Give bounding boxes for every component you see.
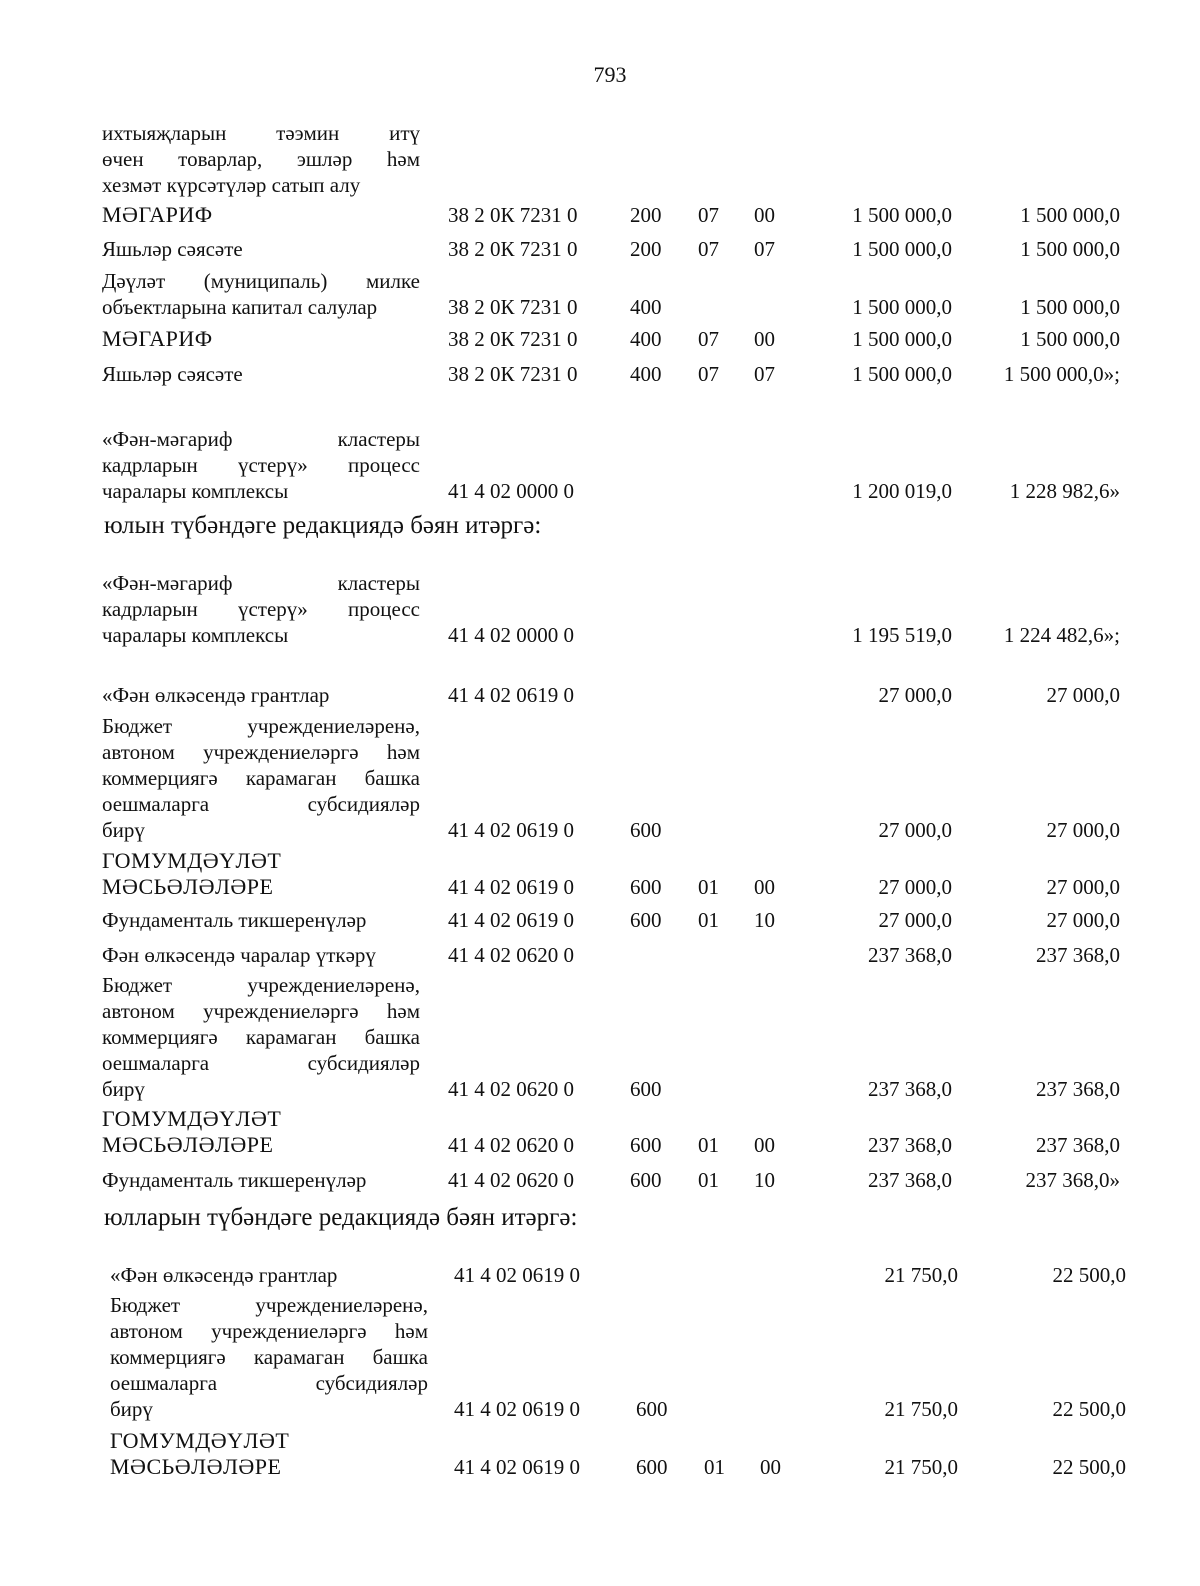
row-name-line: автоном учреждениеләргә һәм	[110, 1319, 428, 1343]
row-name-line: МӘГАРИФ	[102, 326, 213, 351]
table-row	[0, 907, 1200, 933]
row-code: 41 4 02 0620 0	[448, 1168, 574, 1192]
row-expense-type: 400	[630, 362, 662, 386]
row-name-line: объектларына капитал салулар	[102, 295, 378, 319]
row-sum-year1: 1 195 519,0	[852, 623, 952, 647]
row-name-line: кадрларын үстерү» процесс	[102, 597, 420, 621]
row-code: 41 4 02 0619 0	[448, 875, 574, 899]
table-row	[0, 326, 1200, 352]
row-name	[102, 426, 420, 504]
row-code: 41 4 02 0619 0	[454, 1455, 580, 1479]
row-name-line: Фундаменталь тикшеренүләр	[102, 1168, 367, 1192]
row-subsection: 10	[754, 908, 775, 932]
row-sum-year1: 1 500 000,0	[852, 203, 952, 227]
row-sum-year2: 27 000,0	[1046, 875, 1120, 899]
row-code: 41 4 02 0619 0	[448, 908, 574, 932]
row-sum-year2: 1 500 000,0»;	[1003, 362, 1120, 386]
row-section: 07	[698, 327, 719, 351]
row-name-line: ихтыяҗларын тәэмин итү	[102, 121, 420, 145]
row-code: 41 4 02 0619 0	[448, 818, 574, 842]
instruction-phrase: юлларын түбәндәге редакциядә бәян итәргә:	[104, 1204, 578, 1231]
row-sum-year1: 27 000,0	[878, 875, 952, 899]
row-name	[102, 120, 420, 198]
row-expense-type: 600	[636, 1455, 668, 1479]
row-sum-year2: 1 228 982,6»	[1009, 479, 1120, 503]
table-row	[0, 942, 1200, 968]
row-sum-year2: 1 224 482,6»;	[1003, 623, 1120, 647]
row-name	[102, 972, 420, 1102]
row-expense-type: 600	[630, 875, 662, 899]
row-sum-year1: 21 750,0	[884, 1263, 958, 1287]
row-sum-year1: 1 500 000,0	[852, 362, 952, 386]
row-expense-type: 600	[630, 908, 662, 932]
row-code: 41 4 02 0000 0	[448, 623, 574, 647]
row-name-line: хезмәт күрсәтүләр сатып алу	[102, 173, 361, 197]
row-name-line: Яшьләр сәясәте	[102, 237, 243, 261]
table-row	[0, 571, 1200, 648]
table-row	[0, 848, 1200, 900]
row-name-line: өчен товарлар, эшләр һәм	[102, 147, 420, 171]
page-number: 793	[593, 62, 627, 87]
row-name-line: Фән өлкәсендә чаралар үткәрү	[102, 943, 376, 967]
row-sum-year2: 1 500 000,0	[1020, 203, 1120, 227]
row-code: 38 2 0К 7231 0	[448, 203, 578, 227]
row-code: 41 4 02 0620 0	[448, 1133, 574, 1157]
row-sum-year1: 237 368,0	[868, 943, 952, 967]
row-subsection: 00	[754, 1133, 775, 1157]
row-sum-year1: 1 200 019,0	[852, 479, 952, 503]
row-expense-type: 400	[630, 327, 662, 351]
table-row	[6, 1293, 1200, 1422]
row-sum-year1: 1 500 000,0	[852, 295, 952, 319]
table-row	[0, 973, 1200, 1102]
row-name-line: оешмаларга субсидияләр	[102, 792, 420, 816]
row-expense-type: 600	[630, 1077, 662, 1101]
row-sum-year1: 237 368,0	[868, 1133, 952, 1157]
row-expense-type: 400	[630, 295, 662, 319]
row-name-line: коммерциягә карамаган башка	[102, 1025, 420, 1049]
row-sum-year2: 237 368,0	[1036, 1077, 1120, 1101]
row-code: 38 2 0К 7231 0	[448, 327, 578, 351]
row-name	[102, 682, 420, 708]
row-sum-year2: 22 500,0	[1052, 1455, 1126, 1479]
row-name	[102, 1167, 420, 1193]
row-name-line: бирү	[102, 818, 145, 842]
row-name	[102, 361, 420, 387]
row-sum-year2: 27 000,0	[1046, 908, 1120, 932]
row-name	[110, 1262, 428, 1288]
row-code: 41 4 02 0620 0	[448, 1077, 574, 1101]
row-name	[110, 1428, 428, 1480]
row-name-line: МӘСЬӘЛӘЛӘРЕ	[102, 1132, 274, 1157]
row-sum-year2: 22 500,0	[1052, 1263, 1126, 1287]
row-sum-year2: 1 500 000,0	[1020, 237, 1120, 261]
row-section: 01	[698, 1133, 719, 1157]
row-sum-year2: 237 368,0	[1036, 943, 1120, 967]
row-sum-year1: 237 368,0	[868, 1077, 952, 1101]
row-section: 01	[698, 875, 719, 899]
row-name-line: бирү	[110, 1397, 153, 1421]
row-name-line: автоном учреждениеләргә һәм	[102, 999, 420, 1023]
row-name	[102, 326, 420, 352]
row-expense-type: 200	[630, 237, 662, 261]
row-name-line: Бюджет учреждениеләренә,	[110, 1293, 428, 1317]
table-row	[0, 202, 1200, 228]
row-name-line: МӘСЬӘЛӘЛӘРЕ	[102, 874, 274, 899]
row-name-line: МӘГАРИФ	[102, 202, 213, 227]
row-sum-year2: 22 500,0	[1052, 1397, 1126, 1421]
row-code: 38 2 0К 7231 0	[448, 237, 578, 261]
row-expense-type: 600	[630, 1133, 662, 1157]
row-name-line: коммерциягә карамаган башка	[102, 766, 420, 790]
row-name	[102, 1106, 420, 1158]
row-name-line: оешмаларга субсидияләр	[102, 1051, 420, 1075]
row-name-line: бирү	[102, 1077, 145, 1101]
row-sum-year1: 1 500 000,0	[852, 237, 952, 261]
row-name-line: кадрларын үстерү» процесс	[102, 453, 420, 477]
table-row	[0, 236, 1200, 262]
row-name-line: автоном учреждениеләргә һәм	[102, 740, 420, 764]
table-row	[0, 682, 1200, 708]
row-sum-year2: 1 500 000,0	[1020, 327, 1120, 351]
row-name	[102, 907, 420, 933]
row-name-line: оешмаларга субсидияләр	[110, 1371, 428, 1395]
row-sum-year1: 21 750,0	[884, 1455, 958, 1479]
row-sum-year1: 237 368,0	[868, 1168, 952, 1192]
table-row	[0, 427, 1200, 504]
row-subsection: 00	[754, 327, 775, 351]
table-row	[0, 1167, 1200, 1193]
row-name-line: «Фән өлкәсендә грантлар	[110, 1263, 338, 1287]
row-expense-type: 600	[636, 1397, 668, 1421]
row-section: 01	[704, 1455, 725, 1479]
row-sum-year2: 27 000,0	[1046, 818, 1120, 842]
row-sum-year1: 27 000,0	[878, 908, 952, 932]
row-subsection: 10	[754, 1168, 775, 1192]
instruction-phrase: юлын түбәндәге редакциядә бәян итәргә:	[104, 512, 542, 539]
row-expense-type: 600	[630, 1168, 662, 1192]
row-subsection: 07	[754, 237, 775, 261]
row-expense-type: 200	[630, 203, 662, 227]
row-section: 07	[698, 362, 719, 386]
row-name-line: МӘСЬӘЛӘЛӘРЕ	[110, 1454, 282, 1479]
row-sum-year1: 27 000,0	[878, 683, 952, 707]
row-name-line: чаралары комплексы	[102, 479, 289, 503]
row-name-line: Бюджет учреждениеләренә,	[102, 714, 420, 738]
row-code: 41 4 02 0619 0	[454, 1397, 580, 1421]
row-subsection: 00	[760, 1455, 781, 1479]
row-code: 41 4 02 0619 0	[448, 683, 574, 707]
row-sum-year2: 1 500 000,0	[1020, 295, 1120, 319]
table-row	[0, 121, 1200, 198]
table-row	[6, 1428, 1200, 1480]
row-code: 38 2 0К 7231 0	[448, 295, 578, 319]
row-subsection: 07	[754, 362, 775, 386]
row-sum-year1: 21 750,0	[884, 1397, 958, 1421]
row-sum-year2: 237 368,0»	[1025, 1168, 1120, 1192]
row-code: 41 4 02 0000 0	[448, 479, 574, 503]
row-name-line: ГОМУМДӘҮЛӘТ	[102, 848, 282, 873]
row-name-line: Бюджет учреждениеләренә,	[102, 973, 420, 997]
row-name	[110, 1292, 428, 1422]
row-sum-year1: 1 500 000,0	[852, 327, 952, 351]
row-name	[102, 713, 420, 843]
table-row	[0, 1106, 1200, 1158]
row-sum-year1: 27 000,0	[878, 818, 952, 842]
table-row	[0, 714, 1200, 843]
table-row	[0, 269, 1200, 320]
row-name	[102, 268, 420, 320]
row-subsection: 00	[754, 203, 775, 227]
row-name	[102, 848, 420, 900]
row-name-line: «Фән өлкәсендә грантлар	[102, 683, 330, 707]
row-section: 07	[698, 237, 719, 261]
row-name-line: «Фән-мәгариф кластеры	[102, 427, 420, 451]
row-name-line: Яшьләр сәясәте	[102, 362, 243, 386]
row-code: 38 2 0К 7231 0	[448, 362, 578, 386]
row-name-line: Фундаменталь тикшеренүләр	[102, 908, 367, 932]
row-section: 01	[698, 1168, 719, 1192]
row-name-line: «Фән-мәгариф кластеры	[102, 571, 420, 595]
row-name-line: ГОМУМДӘҮЛӘТ	[102, 1106, 282, 1131]
row-code: 41 4 02 0619 0	[454, 1263, 580, 1287]
row-name	[102, 202, 420, 228]
row-section: 07	[698, 203, 719, 227]
row-sum-year2: 27 000,0	[1046, 683, 1120, 707]
table-row	[0, 361, 1200, 387]
row-name	[102, 570, 420, 648]
row-expense-type: 600	[630, 818, 662, 842]
row-section: 01	[698, 908, 719, 932]
row-code: 41 4 02 0620 0	[448, 943, 574, 967]
row-name-line: чаралары комплексы	[102, 623, 289, 647]
row-name-line: ГОМУМДӘҮЛӘТ	[110, 1428, 290, 1453]
row-name	[102, 236, 420, 262]
row-sum-year2: 237 368,0	[1036, 1133, 1120, 1157]
row-name-line: коммерциягә карамаган башка	[110, 1345, 428, 1369]
row-subsection: 00	[754, 875, 775, 899]
table-row	[6, 1262, 1200, 1288]
row-name-line: Дәүләт (муниципаль) милке	[102, 269, 420, 293]
row-name	[102, 942, 420, 968]
